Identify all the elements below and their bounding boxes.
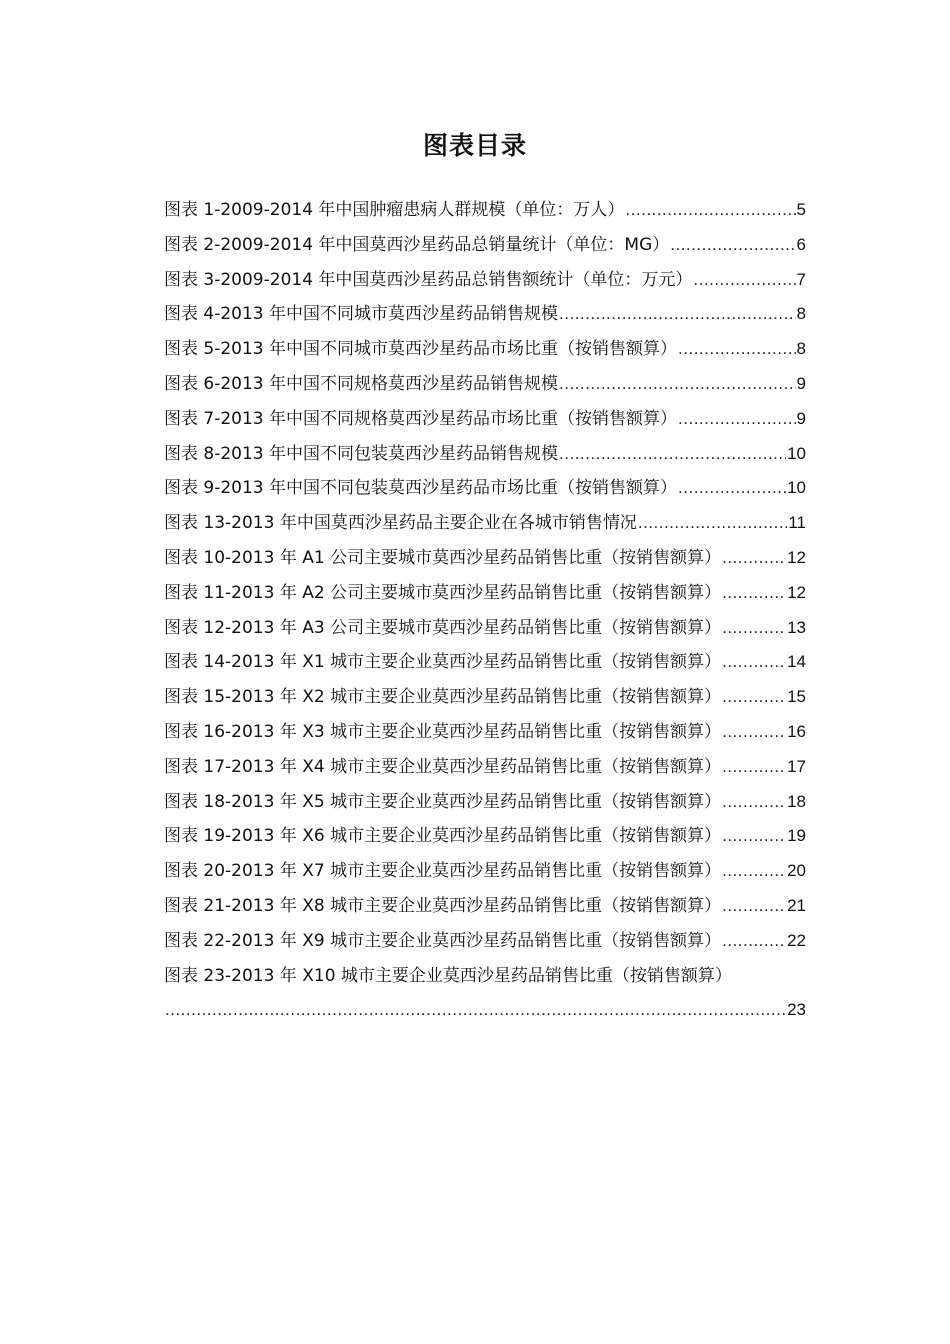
toc-label: 图表 14-2013 年 X1 城市主要企业莫西沙星药品销售比重（按销售额算）	[164, 652, 722, 673]
toc-page-number: 10	[787, 478, 806, 498]
toc-page-number: 5	[796, 200, 806, 219]
toc-label: 图表 3-2009-2014 年中国莫西沙星药品总销售额统计（单位：万元）	[164, 269, 693, 290]
toc-link-8[interactable]	[164, 437, 806, 472]
toc-label: 图表 17-2013 年 X4 城市主要企业莫西沙星药品销售比重（按销售额算）	[164, 756, 722, 777]
toc-label: 图表 11-2013 年 A2 公司主要城市莫西沙星药品销售比重（按销售额算）	[164, 582, 722, 603]
toc-label: 图表 19-2013 年 X6 城市主要企业莫西沙星药品销售比重（按销售额算）	[164, 826, 722, 847]
toc-link-11[interactable]	[164, 541, 806, 576]
toc-page-number: 15	[787, 687, 806, 707]
toc-entry-5	[164, 332, 806, 367]
toc-entry-23	[164, 959, 806, 1029]
toc-link-13[interactable]	[164, 611, 806, 646]
toc-label: 图表 16-2013 年 X3 城市主要企业莫西沙星药品销售比重（按销售额算）	[164, 721, 722, 742]
toc-entry-18	[164, 785, 806, 820]
toc-link-4[interactable]	[164, 297, 806, 332]
toc-entry-19	[164, 819, 806, 854]
toc-leader-dots	[559, 297, 796, 332]
toc-leader-dots	[722, 611, 786, 646]
toc-entry-10	[164, 506, 806, 541]
toc-page-number: 6	[796, 234, 806, 254]
toc-page-number: 22	[787, 930, 806, 950]
toc-entry-13	[164, 611, 806, 646]
toc-page-number: 14	[787, 652, 806, 672]
toc-entry-9	[164, 471, 806, 506]
toc-label: 图表 10-2013 年 A1 公司主要城市莫西沙星药品销售比重（按销售额算）	[164, 547, 722, 568]
toc-entry-22	[164, 924, 806, 959]
toc-entry-2	[164, 228, 806, 263]
toc-label: 图表 13-2013 年中国莫西沙星药品主要企业在各城市销售情况	[164, 513, 637, 534]
toc-page-number: 23	[787, 1000, 806, 1020]
toc-label: 图表 23-2013 年 X10 城市主要企业莫西沙星药品销售比重（按销售额算）	[164, 965, 732, 986]
toc-link-20[interactable]	[164, 854, 806, 889]
toc-link-1[interactable]	[164, 193, 806, 228]
toc-label: 图表 15-2013 年 X2 城市主要企业莫西沙星药品销售比重（按销售额算）	[164, 687, 722, 708]
toc-leader-dots	[678, 402, 796, 437]
toc-page-number: 8	[796, 304, 806, 324]
toc-label: 图表 20-2013 年 X7 城市主要企业莫西沙星药品销售比重（按销售额算）	[164, 861, 722, 882]
toc-label: 图表 21-2013 年 X8 城市主要企业莫西沙星药品销售比重（按销售额算）	[164, 895, 722, 916]
toc-entry-7	[164, 402, 806, 437]
toc-leader-dots	[638, 506, 788, 541]
toc-link-9[interactable]	[164, 471, 806, 506]
toc-link-23[interactable]	[164, 959, 806, 994]
toc-link-2[interactable]	[164, 228, 806, 263]
toc-entry-16	[164, 715, 806, 750]
toc-link-23-continued[interactable]	[164, 993, 806, 1028]
toc-leader-dots	[722, 924, 786, 959]
toc-page-number: 19	[787, 826, 806, 846]
toc-label: 图表 1-2009-2014 年中国肿瘤患病人群规模（单位：万人）	[164, 200, 625, 220]
toc-leader-dots	[722, 889, 786, 924]
toc-entry-12	[164, 576, 806, 611]
toc-leader-dots	[722, 854, 786, 889]
toc-page-number: 17	[787, 756, 806, 776]
toc-leader-dots	[722, 819, 786, 854]
toc-link-21[interactable]	[164, 889, 806, 924]
toc-page-number: 20	[787, 861, 806, 881]
toc-page-number: 13	[787, 617, 806, 637]
toc-leader-dots	[722, 541, 786, 576]
toc-page-number: 12	[787, 547, 806, 567]
toc-link-17[interactable]	[164, 750, 806, 785]
toc-link-22[interactable]	[164, 924, 806, 959]
toc-page-number: 16	[787, 721, 806, 741]
toc-link-6[interactable]	[164, 367, 806, 402]
toc-leader-dots	[722, 750, 786, 785]
toc-page-number: 12	[787, 582, 806, 602]
toc-link-14[interactable]	[164, 645, 806, 680]
toc-label: 图表 4-2013 年中国不同城市莫西沙星药品销售规模	[164, 304, 559, 325]
toc-link-10[interactable]	[164, 506, 806, 541]
toc-entry-1	[164, 193, 806, 228]
toc-leader-dots	[722, 785, 786, 820]
toc-label: 图表 18-2013 年 X5 城市主要企业莫西沙星药品销售比重（按销售额算）	[164, 791, 722, 812]
toc-label: 图表 12-2013 年 A3 公司主要城市莫西沙星药品销售比重（按销售额算）	[164, 617, 722, 638]
toc-page-number: 10	[787, 443, 806, 463]
toc-leader-dots	[165, 993, 786, 1028]
toc-entry-11	[164, 541, 806, 576]
toc-leader-dots	[559, 367, 796, 402]
toc-link-5[interactable]	[164, 332, 806, 367]
toc-entry-3	[164, 263, 806, 298]
toc-link-19[interactable]	[164, 819, 806, 854]
toc-leader-dots	[693, 263, 795, 298]
toc-link-18[interactable]	[164, 785, 806, 820]
toc-list	[164, 193, 806, 1028]
toc-page-number: 9	[796, 373, 806, 393]
toc-page-number: 7	[796, 269, 806, 289]
toc-leader-dots	[722, 576, 786, 611]
toc-label: 图表 5-2013 年中国不同城市莫西沙星药品市场比重（按销售额算）	[164, 339, 678, 360]
toc-leader-dots	[678, 471, 786, 506]
toc-link-16[interactable]	[164, 715, 806, 750]
toc-page-number: 21	[787, 895, 806, 915]
toc-entry-4	[164, 297, 806, 332]
toc-entry-20	[164, 854, 806, 889]
toc-leader-dots	[722, 680, 786, 715]
toc-page-number: 18	[787, 791, 806, 811]
toc-leader-dots	[678, 332, 796, 367]
toc-page-number: 11	[788, 513, 806, 533]
toc-label: 图表 6-2013 年中国不同规格莫西沙星药品销售规模	[164, 373, 559, 394]
toc-link-12[interactable]	[164, 576, 806, 611]
toc-page-number: 9	[796, 408, 806, 428]
toc-entry-6	[164, 367, 806, 402]
toc-label: 图表 8-2013 年中国不同包装莫西沙星药品销售规模	[164, 443, 559, 464]
toc-leader-dots	[670, 228, 795, 263]
toc-link-7[interactable]	[164, 402, 806, 437]
toc-link-3[interactable]	[164, 263, 806, 298]
toc-entry-15	[164, 680, 806, 715]
toc-leader-dots	[722, 645, 786, 680]
toc-leader-dots	[559, 437, 786, 472]
toc-link-15[interactable]	[164, 680, 806, 715]
toc-entry-17	[164, 750, 806, 785]
toc-page-number: 8	[796, 339, 806, 359]
toc-entry-8	[164, 437, 806, 472]
toc-leader-dots	[625, 193, 795, 228]
toc-entry-21	[164, 889, 806, 924]
page-title: 图表目录	[422, 131, 527, 160]
toc-entry-14	[164, 645, 806, 680]
toc-label: 图表 22-2013 年 X9 城市主要企业莫西沙星药品销售比重（按销售额算）	[164, 930, 722, 951]
toc-label: 图表 9-2013 年中国不同包装莫西沙星药品市场比重（按销售额算）	[164, 478, 678, 499]
toc-label: 图表 2-2009-2014 年中国莫西沙星药品总销量统计（单位：MG）	[164, 234, 670, 255]
toc-label: 图表 7-2013 年中国不同规格莫西沙星药品市场比重（按销售额算）	[164, 408, 678, 429]
toc-leader-dots	[722, 715, 786, 750]
